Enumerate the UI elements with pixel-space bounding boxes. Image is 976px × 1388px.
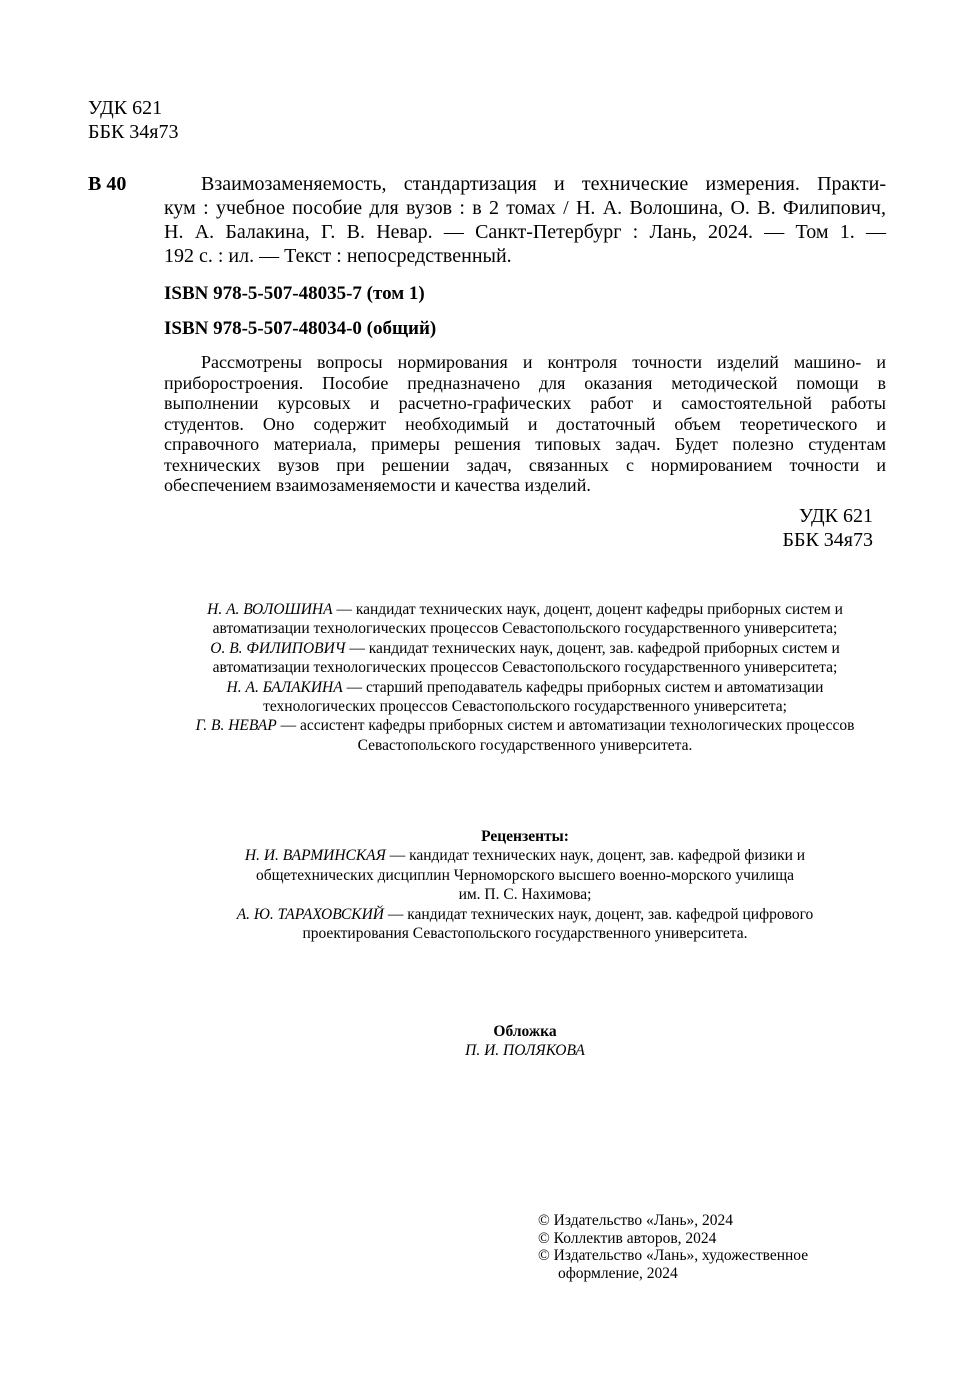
cover-designer bbox=[140, 1041, 910, 1060]
author-info: технологических процессов Севастопольского государственного университета; bbox=[263, 698, 787, 716]
author-name: Н. А. ВОЛОШИНА bbox=[207, 601, 333, 618]
copyright-block bbox=[538, 1212, 918, 1282]
copyright-line: © Издательство «Лань», 2024 bbox=[538, 1212, 734, 1229]
reviewer-line bbox=[140, 846, 910, 865]
annotation-line: обеспечением взаимозаменяемости и качества изделий. bbox=[164, 475, 591, 495]
annotation bbox=[164, 352, 886, 496]
author-info: — кандидат технических наук, доцент, доцент кафедры приборных систем и bbox=[332, 601, 843, 618]
cover-title: Обложка bbox=[493, 1023, 557, 1040]
bbk-code-repeat: ББК 34я73 bbox=[782, 529, 873, 551]
udk-code: УДК 621 bbox=[88, 97, 163, 119]
reviewers-block bbox=[140, 827, 910, 943]
reviewer-line bbox=[140, 924, 910, 943]
biblio-line: 192 с. : ил. — Текст : непосредственный. bbox=[164, 245, 512, 267]
author-line bbox=[140, 697, 910, 716]
reviewer-info: проектирования Севастопольского государственного университета. bbox=[302, 925, 748, 943]
author-line bbox=[140, 716, 910, 735]
authors-block bbox=[140, 600, 910, 755]
author-info: — кандидат технических наук, доцент, зав. кафедрой приборных систем и bbox=[345, 639, 840, 657]
cover-credit bbox=[140, 1022, 910, 1061]
classification-block bbox=[88, 96, 179, 144]
annotation-line: технических вузов при решении задач, связанных с нормированием точности и bbox=[164, 454, 886, 475]
author-info: — ассистент кафедры приборных систем и автоматизации технологических процессов bbox=[276, 717, 855, 735]
copyright-line: оформление, 2024 bbox=[558, 1264, 678, 1282]
author-name: Н. А. БАЛАКИНА bbox=[226, 678, 343, 696]
author-line bbox=[140, 639, 910, 658]
biblio-line: кум : учебное пособие для вузов : в 2 томах / Н. А. Волошина, О. В. Филипович, bbox=[164, 197, 886, 219]
isbn-volume: ISBN 978-5-507-48035-7 (том 1) bbox=[164, 283, 425, 304]
annotation-line: Рассмотрены вопросы нормирования и контроля точности изделий машино- и bbox=[201, 352, 886, 372]
author-info: Севастопольского государственного университета. bbox=[357, 736, 693, 754]
annotation-line: студентов. Оно содержит необходимый и достаточный объем теоретического и bbox=[164, 413, 886, 434]
bibliographic-record bbox=[164, 172, 886, 268]
annotation-line: приборостроения. Пособие предназначено для оказания методической помощи в bbox=[164, 372, 886, 393]
reviewer-info: общетехнических дисциплин Черноморского высшего военно-морского училища bbox=[255, 866, 795, 884]
reviewer-info: — кандидат технических наук, доцент, зав. кафедрой физики и bbox=[385, 847, 806, 865]
reviewer-info: — кандидат технических наук, доцент, зав. кафедрой цифрового bbox=[383, 905, 814, 923]
reviewer-name: Н. И. ВАРМИНСКАЯ bbox=[244, 847, 386, 865]
reviewers-title: Рецензенты: bbox=[481, 828, 569, 845]
reviewer-line bbox=[140, 905, 910, 924]
author-line bbox=[140, 600, 910, 619]
classification-block-repeat bbox=[700, 504, 873, 552]
biblio-line: Взаимозаменяемость, стандартизация и технические измерения. Практи- bbox=[201, 173, 886, 195]
isbn-general: ISBN 978-5-507-48034-0 (общий) bbox=[164, 318, 437, 339]
copyright-line: © Издательство «Лань», художественное bbox=[538, 1247, 809, 1264]
author-line bbox=[140, 678, 910, 697]
reviewer-line bbox=[140, 885, 910, 904]
copyright-line: © Коллектив авторов, 2024 bbox=[538, 1229, 717, 1247]
author-line bbox=[140, 619, 910, 638]
reviewer-name: А. Ю. ТАРАХОВСКИЙ bbox=[236, 905, 384, 923]
bbk-code: ББК 34я73 bbox=[88, 121, 179, 143]
udk-code-repeat: УДК 621 bbox=[798, 505, 873, 527]
author-name: Г. В. НЕВАР bbox=[195, 717, 277, 735]
reviewer-info: им. П. С. Нахимова; bbox=[458, 886, 592, 904]
annotation-line: выполнении курсовых и расчетно-графических работ и самостоятельной работы bbox=[164, 393, 886, 413]
annotation-line: справочного материала, примеры решения типовых задач. Будет полезно студентам bbox=[164, 434, 886, 454]
author-info: автоматизации технологических процессов Севастопольского государственного университета; bbox=[212, 620, 838, 638]
author-name: О. В. ФИЛИПОВИЧ bbox=[210, 639, 346, 657]
cover-designer-name: П. И. ПОЛЯКОВА bbox=[465, 1042, 585, 1060]
author-info: автоматизации технологических процессов Севастопольского государственного университета; bbox=[212, 659, 838, 677]
author-line bbox=[140, 658, 910, 677]
author-line bbox=[140, 736, 910, 755]
reviewer-line bbox=[140, 866, 910, 885]
author-info: — старший преподаватель кафедры приборных систем и автоматизации bbox=[342, 678, 824, 696]
biblio-line: Н. А. Балакина, Г. В. Невар. — Санкт-Петербург : Лань, 2024. — Том 1. — bbox=[164, 221, 886, 243]
author-code: В 40 bbox=[88, 173, 127, 195]
